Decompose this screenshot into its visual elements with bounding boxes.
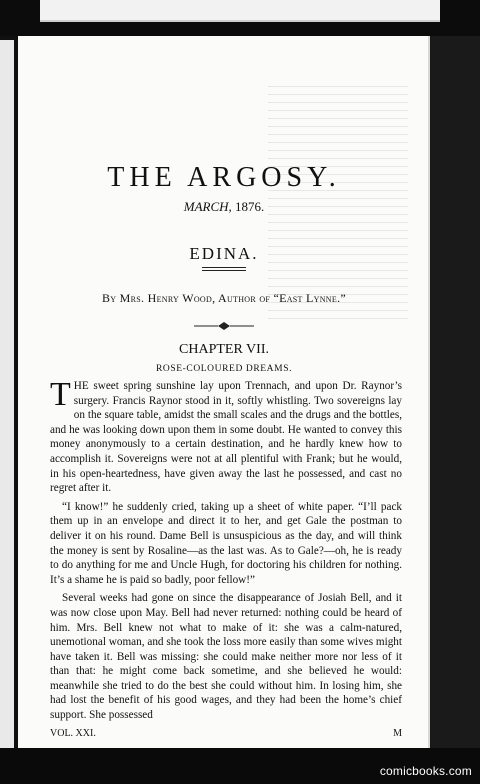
issue-year: 1876.	[235, 199, 265, 214]
magazine-masthead: THE ARGOSY.	[107, 162, 341, 193]
paragraph-1	[50, 376, 402, 496]
byline-text: By Mrs. Henry Wood, Author of “East Lynne.”	[101, 291, 346, 305]
drop-cap: T	[50, 376, 71, 413]
scan-right-border	[430, 36, 480, 756]
ornament-divider	[194, 320, 254, 332]
issue-month: MARCH,	[183, 199, 232, 214]
source-watermark: comicbooks.com	[379, 764, 472, 778]
chapter-title: CHAPTER VII.	[179, 342, 269, 357]
paragraph-3: Several weeks had gone on since the disappearance of Josiah Bell, and it was now close upon May. Bell had never returned: nothing could be heard of him. Mrs. Bell knew not what to make of it: she was a calm-natured, unemotional woman, and she took the loss more easily than some wives might have taken it. Bell was missing: she could make neither more nor less of it than that: he might come back sometime, and she believed he would: meanwhile she tried to do the best she could without him. In losing him, she had lost the benefit of his good wages, and they had been the home’s chief support. She possessed	[50, 592, 402, 722]
story-byline	[18, 291, 430, 306]
story-title: EDINA.	[189, 244, 259, 263]
title-rule-top	[202, 267, 246, 268]
issue-date	[18, 199, 430, 215]
volume-number: VOL. XXI.	[50, 728, 96, 739]
chapter-subtitle: ROSE-COLOURED DREAMS.	[155, 364, 293, 374]
page-left-edge	[0, 40, 14, 752]
previous-page-edge	[40, 0, 440, 22]
signature-mark: M	[393, 728, 402, 739]
document-page	[18, 36, 430, 748]
paragraph-1-text: HE sweet spring sunshine lay upon Trennach, and upon Dr. Raynor’s surgery. Francis Raynor stood in it, softly whistling. Two sovereigns lay on the square table, amidst the small scales and the drugs and the bottles, and he was looking down upon them in some doubt. He wanted to convey this money anonymously to a certain destination, and he hardly knew how to accomplish it. Sovereigns were not at all plentiful with Frank; but he would, in his open-heartedness, have given away the last he possessed, and cast no regret after it.	[50, 380, 402, 495]
title-rule-bottom	[202, 270, 246, 271]
chapter-body	[50, 376, 402, 727]
paragraph-2: “I know!” he suddenly cried, taking up a sheet of white paper. “I’ll pack them up in an envelope and direct it to her, and get Gale the postman to deliver it on his round. Dame Bell is unsuspicious as the day, and will think the money is sent by Rosaline—as the last was. As to Gale?—oh, he is ready to do anything for me and Uncle Hugh, for doctoring his children for nothing. It’s a shame he is paid so badly, poor fellow!”	[50, 500, 402, 586]
